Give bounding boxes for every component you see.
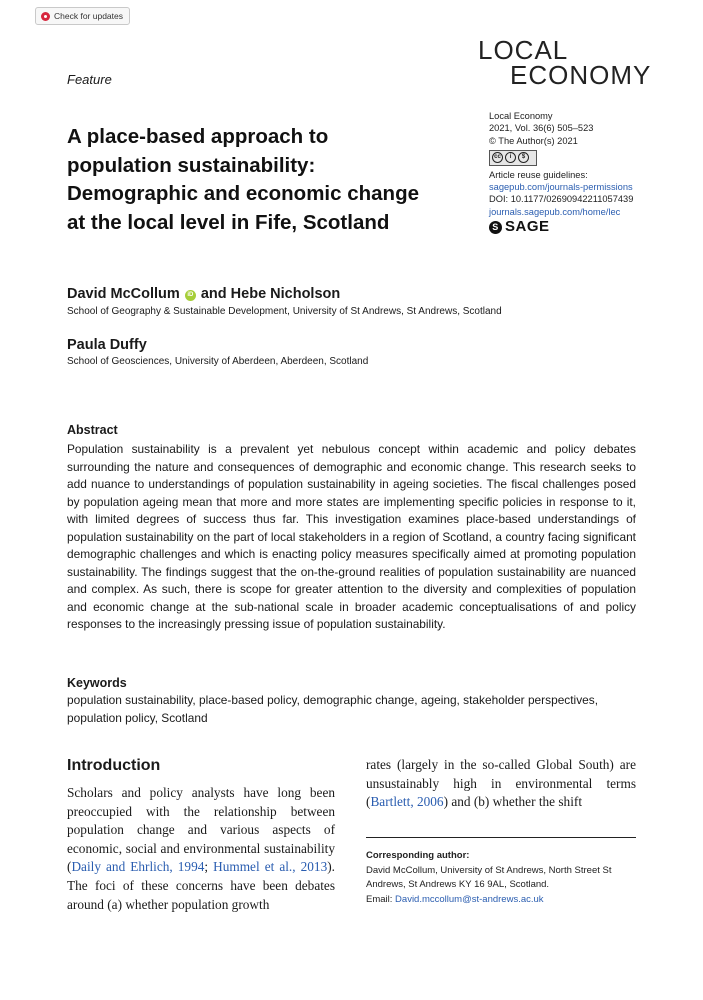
body-text: Scholars and policy analysts have long been preoccupied with the relationship between population change and various aspects of economic, social and environmental sustainability ( xyxy=(67,785,335,875)
reuse-link[interactable]: sagepub.com/journals-permissions xyxy=(489,182,633,193)
affiliation-1: School of Geography & Sustainable Development, University of St Andrews, St Andrews, Scotland xyxy=(67,306,502,317)
check-for-updates-label: Check for updates xyxy=(54,11,123,21)
footnote-divider xyxy=(366,837,636,838)
sage-icon: S xyxy=(489,221,502,234)
feature-label: Feature xyxy=(67,72,112,87)
publisher-logo xyxy=(489,218,664,236)
copyright: © The Author(s) 2021 xyxy=(489,135,578,146)
journal-logo-line2: ECONOMY xyxy=(510,60,652,90)
corresponding-heading: Corresponding author: xyxy=(366,850,470,861)
body-text: ) and (b) whether the shift xyxy=(443,794,583,810)
email-label: Email: xyxy=(366,893,396,905)
affiliation-2: School of Geosciences, University of Aberdeen, Aberdeen, Scotland xyxy=(67,356,369,367)
journal-logo xyxy=(478,35,652,90)
abstract-text: Population sustainability is a prevalent yet nebulous concept within academic and policy debates surrounding the nature and consequences of demographic and economic change. This research seeks to add nuance to understandings of population sustainability in ageing societies. The fiscal challenges posed by population ageing mean that more and more states are implementing specific policies in response to it, with limited degrees of success thus far. This investigation examines place-based understandings of population sustainability on the part of local stakeholders in a region of Scotland, a country facing significant demographic challenges and which is enacting policy measures specifically aimed at promoting population sustainability. The findings suggest that the on-the-ground realities of population sustainability are nuanced and complex. As such, there is scope for greater attention to the diversity and complexities of population and economic change at the sub-national scale in broader academic conceptualisations of and policy responses to the increasingly pressing issue of population sustainability. xyxy=(67,442,636,631)
introduction-heading: Introduction xyxy=(67,757,161,774)
authors-line-1 xyxy=(67,286,340,302)
corresponding-author-note xyxy=(366,849,641,907)
doi[interactable]: DOI: 10.1177/02690942211057439 xyxy=(489,194,634,205)
introduction-left-column xyxy=(67,784,335,914)
author-name-3: Paula Duffy xyxy=(67,337,147,353)
body-text: rates (largely in the so-called Global South) are unsustainably high in environmental terms ( xyxy=(366,757,636,810)
email-link[interactable]: David.mccollum@st-andrews.ac.uk xyxy=(395,893,544,905)
reuse-label: Article reuse guidelines: xyxy=(489,169,588,180)
author-name: David McCollum xyxy=(67,286,180,302)
article-meta xyxy=(489,110,664,234)
abstract-heading: Abstract xyxy=(67,423,118,437)
keywords-heading: Keywords xyxy=(67,676,127,690)
corresponding-address: David McCollum, University of St Andrews, North Street St Andrews, St Andrews KY 16 9AL, Scotland. xyxy=(366,864,612,890)
citation-link[interactable]: Hummel et al., 2013 xyxy=(213,859,328,875)
journal-home-link[interactable]: journals.sagepub.com/home/lec xyxy=(489,206,621,217)
publisher-name: SAGE xyxy=(505,218,550,236)
article-title: A place-based approach to population sustainability: Demographic and economic change at the local level in Fife, Scotland xyxy=(67,125,419,234)
creative-commons-icon[interactable]: cc i $ xyxy=(489,150,537,166)
citation-separator: ; xyxy=(204,859,214,875)
keywords-text: population sustainability, place-based policy, demographic change, ageing, stakeholder perspectives, population policy, Scotland xyxy=(67,693,599,725)
introduction-right-column xyxy=(366,756,636,812)
body-text: ). The foci of these concerns have been debates around (a) whether population growth xyxy=(67,859,335,912)
volume-info: 2021, Vol. 36(6) 505–523 xyxy=(489,123,594,134)
author-name: Hebe Nicholson xyxy=(230,286,341,302)
journal-name: Local Economy xyxy=(489,111,553,121)
journal-logo-line1: LOCAL xyxy=(478,35,569,65)
orcid-icon[interactable]: iD xyxy=(185,290,196,301)
crossmark-icon xyxy=(41,12,50,21)
author-conjunction: and xyxy=(200,286,227,302)
check-for-updates-badge[interactable] xyxy=(35,7,130,25)
citation-link[interactable]: Daily and Ehrlich, 1994 xyxy=(71,859,205,875)
citation-link[interactable]: Bartlett, 2006 xyxy=(370,794,444,810)
